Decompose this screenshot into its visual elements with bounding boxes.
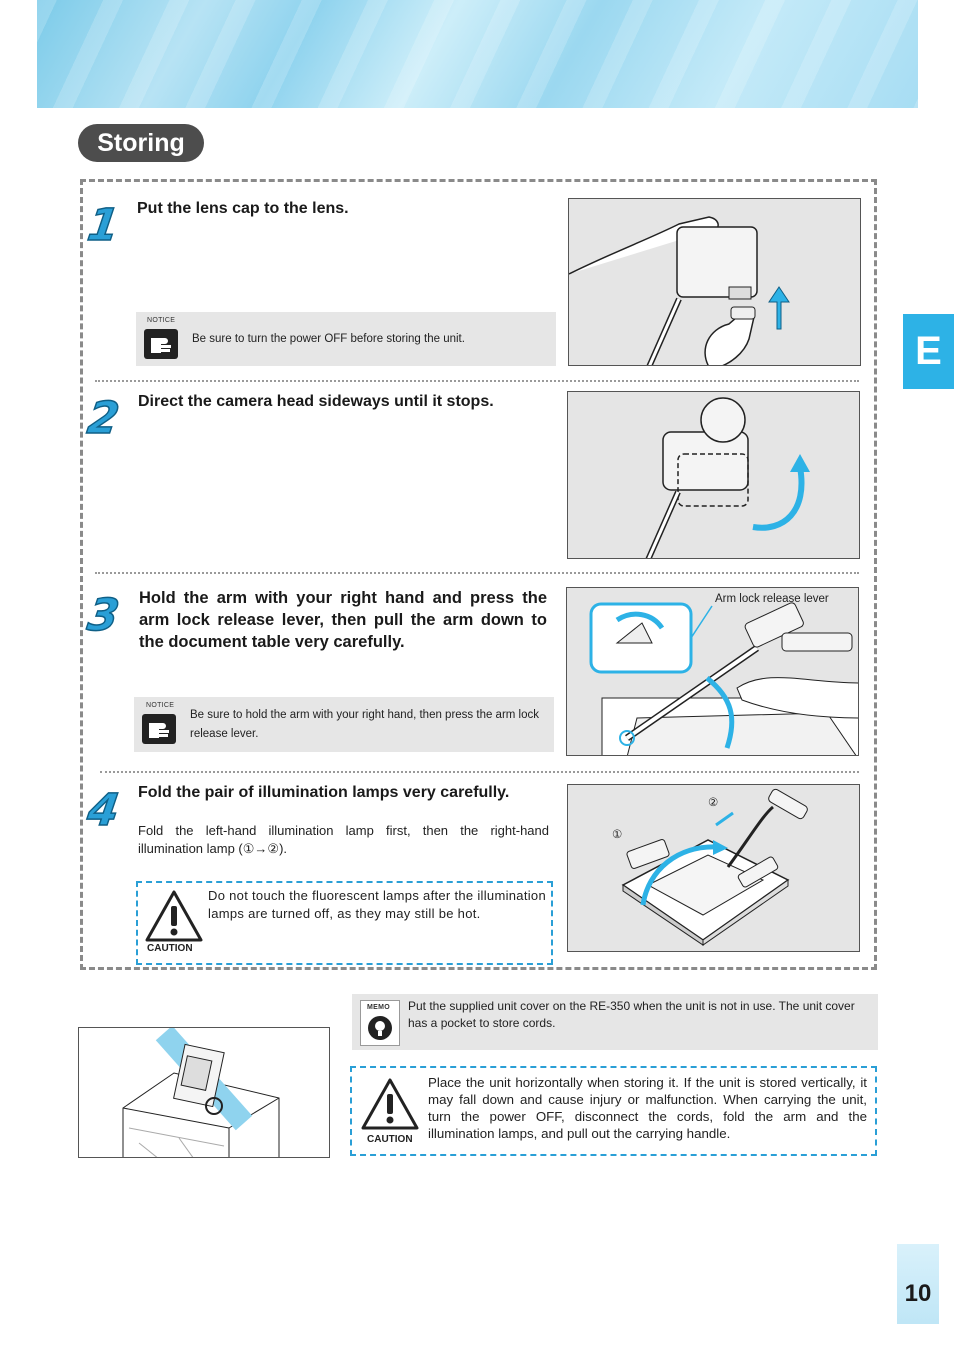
warning-icon [360,1077,420,1131]
notice-text: Be sure to turn the power OFF before storing the unit. [192,333,465,345]
fold-lamps-illustration [567,784,860,952]
memo-icon [360,1000,400,1046]
step-3-notice [134,697,554,752]
notice-text: Be sure to hold the arm with your right hand, then press the arm lock release lever. [190,709,540,740]
step-2-number: 2 [84,393,123,444]
memo-label: MEMO [367,1004,390,1011]
notice-label: NOTICE [146,702,175,709]
storage-illustration [78,1027,330,1158]
step-1-heading: Put the lens cap to the lens. [137,200,349,217]
camera-head-illustration [567,391,860,559]
step-4-heading: Fold the pair of illumination lamps very carefully. [138,784,510,801]
step-divider [100,771,859,773]
step-3-number: 3 [84,590,123,641]
caution-label: CAUTION [367,1134,413,1145]
step-2-heading: Direct the camera head sideways until it stops. [138,393,494,410]
page-number: 10 [897,1244,939,1324]
language-tab: E [903,314,954,389]
arm-lock-callout: Arm lock release lever [715,593,829,605]
header-banner [37,0,918,108]
lens-cap-illustration [568,198,861,366]
marker-2: ② [708,797,719,809]
step-4-caution [136,881,553,965]
step-divider [95,380,859,382]
bottom-caution [350,1066,877,1156]
marker-1: ① [612,829,623,841]
caution-text: Do not touch the fluorescent lamps after the illumination lamps are turned off, as they may still be hot. [208,888,546,921]
section-title: Storing [78,124,204,162]
pointing-hand-icon [142,714,176,744]
arm-lock-illustration [566,587,859,756]
step-4-body: Fold the left-hand illumination lamp first, then the right-hand illumination lamp (①→②). [138,823,549,856]
warning-icon [144,889,204,943]
caution-label: CAUTION [147,943,193,954]
caution-text: Place the unit horizontally when storing it. If the unit is stored vertically, it may fall down and cause injury or malfunction. When carrying the unit, turn the power OFF, disconnect the cords, fold the arm and the illumination lamps, and pull out the carrying handle. [428,1075,867,1141]
step-1-number: 1 [84,200,123,251]
memo-text: Put the supplied unit cover on the RE-350 when the unit is not in use. The unit cover has a pocket to store cords. [408,999,855,1030]
step-3-heading: Hold the arm with your right hand and press the arm lock release lever, then pull the arm down to the document table very carefully. [139,589,547,651]
step-4-number: 4 [84,785,123,836]
step-divider [95,572,859,574]
notice-label: NOTICE [147,317,176,324]
memo-box [352,994,878,1050]
pointing-hand-icon [144,329,178,359]
step-1-notice [136,312,556,366]
